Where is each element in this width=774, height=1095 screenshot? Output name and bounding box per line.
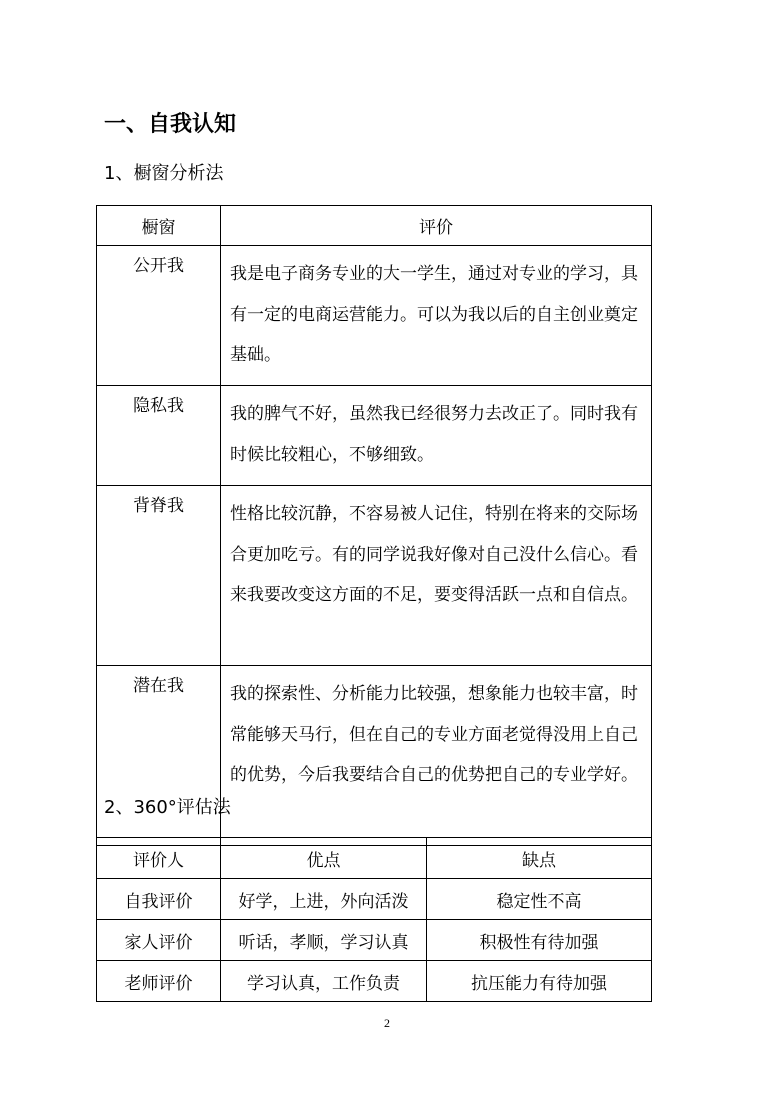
evaluator-cell: 家人评价 <box>97 920 221 961</box>
table-header-row <box>97 206 652 246</box>
table-row <box>97 386 652 486</box>
table-row <box>97 961 652 1002</box>
row-label: 背脊我 <box>97 486 221 666</box>
row-description: 我是电子商务专业的大一学生，通过对专业的学习，具有一定的电商运营能力。可以为我以后的自主创业奠定基础。 <box>221 246 652 386</box>
table-header-row <box>97 838 652 879</box>
column-header-window: 橱窗 <box>97 206 221 246</box>
column-header-evaluator: 评价人 <box>97 838 221 879</box>
row-label: 潜在我 <box>97 666 221 846</box>
row-label: 隐私我 <box>97 386 221 486</box>
section-title-window-analysis: 1、橱窗分析法 <box>104 163 224 184</box>
cons-cell: 稳定性不高 <box>427 879 652 920</box>
pros-cell: 好学，上进，外向活泼 <box>221 879 427 920</box>
page-heading: 一、自我认知 <box>104 112 237 137</box>
pros-cell: 学习认真，工作负责 <box>221 961 427 1002</box>
column-header-evaluation: 评价 <box>221 206 652 246</box>
evaluator-cell: 自我评价 <box>97 879 221 920</box>
cons-cell: 积极性有待加强 <box>427 920 652 961</box>
page-number: 2 <box>384 1016 390 1030</box>
evaluation-360-table <box>96 837 652 1002</box>
column-header-pros: 优点 <box>221 838 427 879</box>
table-row <box>97 486 652 666</box>
section-title-360-evaluation: 2、360°评估法 <box>104 797 231 818</box>
row-label: 公开我 <box>97 246 221 386</box>
cons-cell: 抗压能力有待加强 <box>427 961 652 1002</box>
column-header-cons: 缺点 <box>427 838 652 879</box>
row-description: 性格比较沉静，不容易被人记住，特别在将来的交际场合更加吃亏。有的同学说我好像对自己没什么信心。看来我要改变这方面的不足，要变得活跃一点和自信点。 <box>221 486 652 666</box>
row-description: 我的脾气不好，虽然我已经很努力去改正了。同时我有时候比较粗心，不够细致。 <box>221 386 652 486</box>
evaluator-cell: 老师评价 <box>97 961 221 1002</box>
table-row <box>97 879 652 920</box>
table-row <box>97 920 652 961</box>
table-row <box>97 246 652 386</box>
pros-cell: 听话，孝顺，学习认真 <box>221 920 427 961</box>
row-description: 我的探索性、分析能力比较强，想象能力也较丰富，时常能够天马行，但在自己的专业方面老觉得没用上自己的优势，今后我要结合自己的优势把自己的专业学好。 <box>221 666 652 846</box>
window-analysis-table <box>96 205 652 846</box>
